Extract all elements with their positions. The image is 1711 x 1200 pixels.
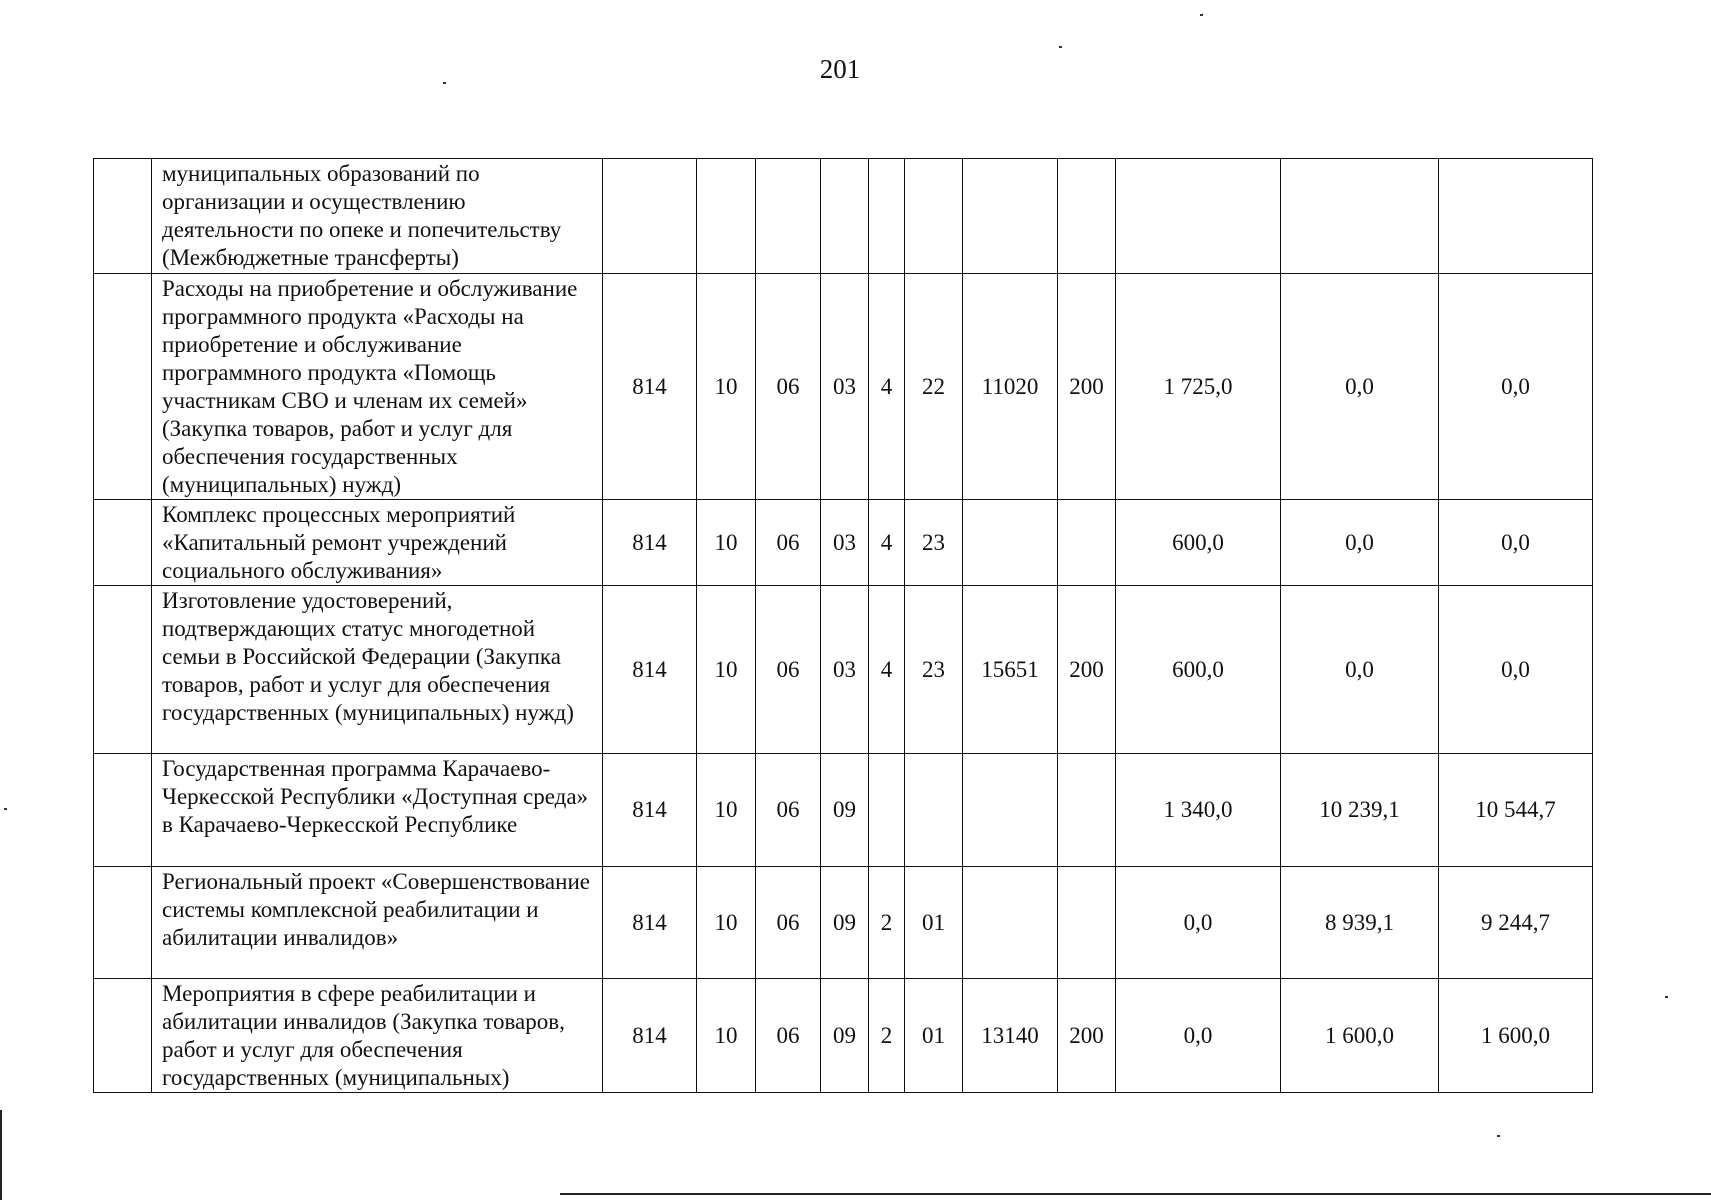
structural-element-code-cell: 22 <box>905 274 963 500</box>
direction-code-cell <box>963 754 1058 867</box>
section-code-cell: 10 <box>697 586 756 754</box>
row-number-cell <box>94 500 152 586</box>
program-type-code-cell: 4 <box>869 586 905 754</box>
amount-year1-cell: 600,0 <box>1116 500 1281 586</box>
program-type-code-cell: 2 <box>869 867 905 979</box>
structural-element-code-cell <box>905 754 963 867</box>
program-type-code-cell <box>869 754 905 867</box>
scan-speck <box>4 808 7 810</box>
bottom-scan-edge <box>560 1193 1711 1195</box>
grbs-code-cell: 814 <box>603 867 697 979</box>
structural-element-code-cell: 23 <box>905 500 963 586</box>
row-number-cell <box>94 979 152 1093</box>
amount-year2-cell: 0,0 <box>1281 500 1439 586</box>
amount-year3-cell: 10 544,7 <box>1439 754 1593 867</box>
row-number-cell <box>94 274 152 500</box>
amount-year1-cell: 0,0 <box>1116 979 1281 1093</box>
direction-code-cell <box>963 500 1058 586</box>
scan-speck <box>443 82 446 84</box>
section-code-cell: 10 <box>697 274 756 500</box>
subsection-code-cell: 06 <box>756 867 821 979</box>
grbs-code-cell <box>603 159 697 274</box>
amount-year3-cell <box>1439 159 1593 274</box>
amount-year3-cell: 9 244,7 <box>1439 867 1593 979</box>
expense-name-cell: Мероприятия в сфере реабилитации и абилитации инвалидов (Закупка товаров, работ и услуг для обеспечения государственных (муниципальных) <box>152 979 603 1093</box>
amount-year3-cell: 0,0 <box>1439 500 1593 586</box>
subsection-code-cell: 06 <box>756 586 821 754</box>
section-code-cell: 10 <box>697 754 756 867</box>
program-code-cell: 09 <box>821 867 869 979</box>
page-number: 201 <box>819 54 861 84</box>
grbs-code-cell: 814 <box>603 586 697 754</box>
row-number-cell <box>94 867 152 979</box>
amount-year3-cell: 1 600,0 <box>1439 979 1593 1093</box>
table-row <box>94 500 1593 586</box>
direction-code-cell: 11020 <box>963 274 1058 500</box>
expense-name-cell: Региональный проект «Совершенствование системы комплексной реабилитации и абилитации инвалидов» <box>152 867 603 979</box>
program-code-cell <box>821 159 869 274</box>
program-type-code-cell: 4 <box>869 274 905 500</box>
table-row <box>94 754 1593 867</box>
table-row <box>94 274 1593 500</box>
expense-type-code-cell <box>1058 754 1116 867</box>
program-code-cell: 03 <box>821 500 869 586</box>
program-code-cell: 09 <box>821 979 869 1093</box>
program-type-code-cell: 4 <box>869 500 905 586</box>
structural-element-code-cell: 23 <box>905 586 963 754</box>
amount-year2-cell: 1 600,0 <box>1281 979 1439 1093</box>
budget-table-body <box>94 159 1593 1093</box>
program-code-cell: 03 <box>821 274 869 500</box>
direction-code-cell: 13140 <box>963 979 1058 1093</box>
section-code-cell <box>697 159 756 274</box>
direction-code-cell <box>963 159 1058 274</box>
expense-type-code-cell: 200 <box>1058 979 1116 1093</box>
grbs-code-cell: 814 <box>603 754 697 867</box>
expense-type-code-cell <box>1058 867 1116 979</box>
program-type-code-cell: 2 <box>869 979 905 1093</box>
table-row <box>94 586 1593 754</box>
program-code-cell: 09 <box>821 754 869 867</box>
program-type-code-cell <box>869 159 905 274</box>
subsection-code-cell: 06 <box>756 979 821 1093</box>
grbs-code-cell: 814 <box>603 274 697 500</box>
expense-type-code-cell <box>1058 500 1116 586</box>
amount-year3-cell: 0,0 <box>1439 274 1593 500</box>
row-number-cell <box>94 586 152 754</box>
amount-year2-cell: 0,0 <box>1281 274 1439 500</box>
subsection-code-cell <box>756 159 821 274</box>
expense-name-cell: муниципальных образований по организации и осуществлению деятельности по опеке и попечительству (Межбюджетные трансферты) <box>152 159 603 274</box>
expense-name-cell: Изготовление удостоверений, подтверждающих статус многодетной семьи в Российской Федерации (Закупка товаров, работ и услуг для обеспечения государственных (муниципальных) нужд) <box>152 586 603 754</box>
row-number-cell <box>94 159 152 274</box>
expense-name-cell: Государственная программа Карачаево-Черкесской Республики «Доступная среда» в Карачаево-Черкесской Республике <box>152 754 603 867</box>
structural-element-code-cell <box>905 159 963 274</box>
expense-name-cell: Комплекс процессных мероприятий «Капитальный ремонт учреждений социального обслуживания» <box>152 500 603 586</box>
left-scan-edge <box>0 1110 2 1200</box>
table-row <box>94 979 1593 1093</box>
scan-speck <box>1665 996 1668 998</box>
grbs-code-cell: 814 <box>603 500 697 586</box>
expense-type-code-cell: 200 <box>1058 274 1116 500</box>
expense-type-code-cell <box>1058 159 1116 274</box>
amount-year1-cell: 1 340,0 <box>1116 754 1281 867</box>
amount-year2-cell: 8 939,1 <box>1281 867 1439 979</box>
table-row <box>94 867 1593 979</box>
expense-name-cell: Расходы на приобретение и обслуживание программного продукта «Расходы на приобретение и обслуживание программного продукта «Помощь участникам СВО и членам их семей» (Закупка товаров, работ и услуг для обеспечения государственных (муниципальных) нужд) <box>152 274 603 500</box>
section-code-cell: 10 <box>697 500 756 586</box>
budget-table <box>93 158 1593 1093</box>
amount-year1-cell: 600,0 <box>1116 586 1281 754</box>
subsection-code-cell: 06 <box>756 754 821 867</box>
expense-type-code-cell: 200 <box>1058 586 1116 754</box>
table-row <box>94 159 1593 274</box>
amount-year1-cell: 0,0 <box>1116 867 1281 979</box>
section-code-cell: 10 <box>697 979 756 1093</box>
scan-speck <box>1059 46 1062 48</box>
amount-year2-cell: 10 239,1 <box>1281 754 1439 867</box>
amount-year2-cell <box>1281 159 1439 274</box>
scan-speck <box>1497 1135 1500 1137</box>
amount-year1-cell <box>1116 159 1281 274</box>
program-code-cell: 03 <box>821 586 869 754</box>
direction-code-cell <box>963 867 1058 979</box>
structural-element-code-cell: 01 <box>905 979 963 1093</box>
structural-element-code-cell: 01 <box>905 867 963 979</box>
subsection-code-cell: 06 <box>756 500 821 586</box>
grbs-code-cell: 814 <box>603 979 697 1093</box>
row-number-cell <box>94 754 152 867</box>
amount-year1-cell: 1 725,0 <box>1116 274 1281 500</box>
subsection-code-cell: 06 <box>756 274 821 500</box>
section-code-cell: 10 <box>697 867 756 979</box>
amount-year3-cell: 0,0 <box>1439 586 1593 754</box>
amount-year2-cell: 0,0 <box>1281 586 1439 754</box>
scan-speck <box>1200 14 1203 16</box>
direction-code-cell: 15651 <box>963 586 1058 754</box>
